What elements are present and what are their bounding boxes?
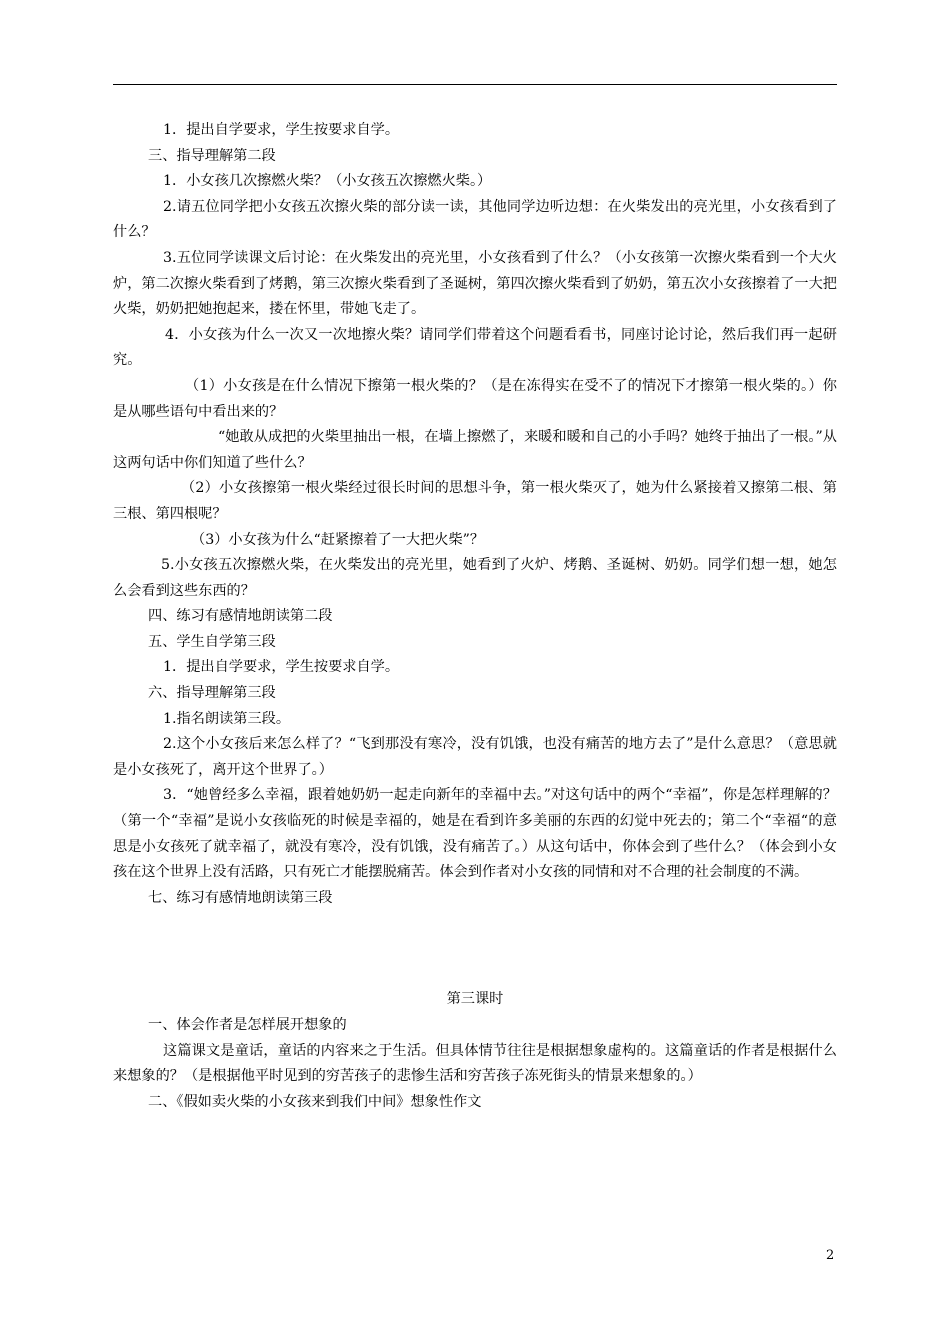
section-heading: 七、练习有感情地朗读第三段 xyxy=(148,889,333,906)
paragraph: 2.请五位同学把小女孩五次擦火柴的部分读一读，其他同学边听边想：在火柴发出的亮光里，小女孩看到了什么？ xyxy=(113,198,837,241)
section-heading: 四、练习有感情地朗读第二段 xyxy=(148,608,333,625)
section-heading: 五、学生自学第三段 xyxy=(148,633,276,650)
paragraph: 5.小女孩五次擦燃火柴，在火柴发出的亮光里，她看到了火炉、烤鹅、圣诞树、奶奶。同学们想一想，她怎么会看到这些东西的？ xyxy=(113,557,837,599)
section-heading: 一、体会作者是怎样展开想象的 xyxy=(148,1017,347,1033)
paragraph: 1.指名朗读第三段。 xyxy=(163,710,291,727)
paragraph: 1．提出自学要求，学生按要求自学。 xyxy=(163,122,400,138)
quote-paragraph: “她敢从成把的火柴里抽出一根，在墙上擦燃了，来暖和暖和自己的小手吗？她终于抽出了一根。”从这两句话中你们知道了些什么？ xyxy=(113,429,837,471)
paragraph: 1．小女孩几次擦燃火柴？（小女孩五次擦燃火柴。） xyxy=(163,173,492,190)
section-heading: 二、《假如卖火柴的小女孩来到我们中间》想象性作文 xyxy=(148,1093,482,1110)
paragraph: （2）小女孩擦第一根火柴经过很长时间的思想斗争，第一根火柴灭了，她为什么紧接着又擦第二根、第三根、第四根呢？ xyxy=(113,480,837,522)
paragraph: 1．提出自学要求，学生按要求自学。 xyxy=(163,659,400,676)
spacer xyxy=(113,911,837,987)
header-rule xyxy=(113,84,837,85)
page-number: 2 xyxy=(826,1248,835,1263)
paragraph: 4．小女孩为什么一次又一次地擦火柴？请同学们带着这个问题看看书，同座讨论讨论，然后我们再一起研究。 xyxy=(113,326,837,369)
paragraph: 3．“她曾经多么幸福，跟着她奶奶一起走向新年的幸福中去。”对这句话中的两个“幸福”，你是怎样理解的？（第一个“幸福”是说小女孩临死的时候是幸福的，她是在看到许多美丽的东西的幻觉中死去的；第二个“幸福“的意思是小女孩死了就幸福了，就没有寒冷，没有饥饿，没有痛苦了。）从这句话中，你体会到了些什么？（体会到小女孩在这个世界上没有活路，只有死亡才能摆脱痛苦。体会到作者对小女孩的同情和对不合理的社会制度的不满。 xyxy=(113,787,837,881)
paragraph: （3）小女孩为什么“赶紧擦着了一大把火柴”？ xyxy=(191,531,485,548)
paragraph: 2.这个小女孩后来怎么样了？“飞到那没有寒冷，没有饥饿，也没有痛苦的地方去了”是什么意思？（意思就是小女孩死了，离开这个世界了。） xyxy=(113,736,837,778)
lesson-title: 第三课时 xyxy=(446,991,504,1008)
paragraph: 3.五位同学读课文后讨论：在火柴发出的亮光里，小女孩看到了什么？（小女孩第一次擦火柴看到一个大火炉，第二次擦火柴看到了烤鹅，第三次擦火柴看到了圣诞树，第四次擦火柴看到了奶奶，第五次小女孩擦着了一大把火柴，奶奶把她抱起来，搂在怀里，带她飞走了。 xyxy=(113,249,837,318)
document-body xyxy=(113,118,837,1115)
section-heading: 三、指导理解第二段 xyxy=(148,147,276,164)
paragraph: 这篇课文是童话，童话的内容来之于生活。但具体情节往往是根据想象虚构的。这篇童话的作者是根据什么来想象的？（是根据他平时见到的穷苦孩子的悲惨生活和穷苦孩子冻死街头的情景来想象的。） xyxy=(113,1042,837,1085)
section-heading: 六、指导理解第三段 xyxy=(148,685,276,702)
paragraph: （1）小女孩是在什么情况下擦第一根火柴的？（是在冻得实在受不了的情况下才擦第一根火柴的。）你是从哪些语句中看出来的？ xyxy=(113,377,837,420)
